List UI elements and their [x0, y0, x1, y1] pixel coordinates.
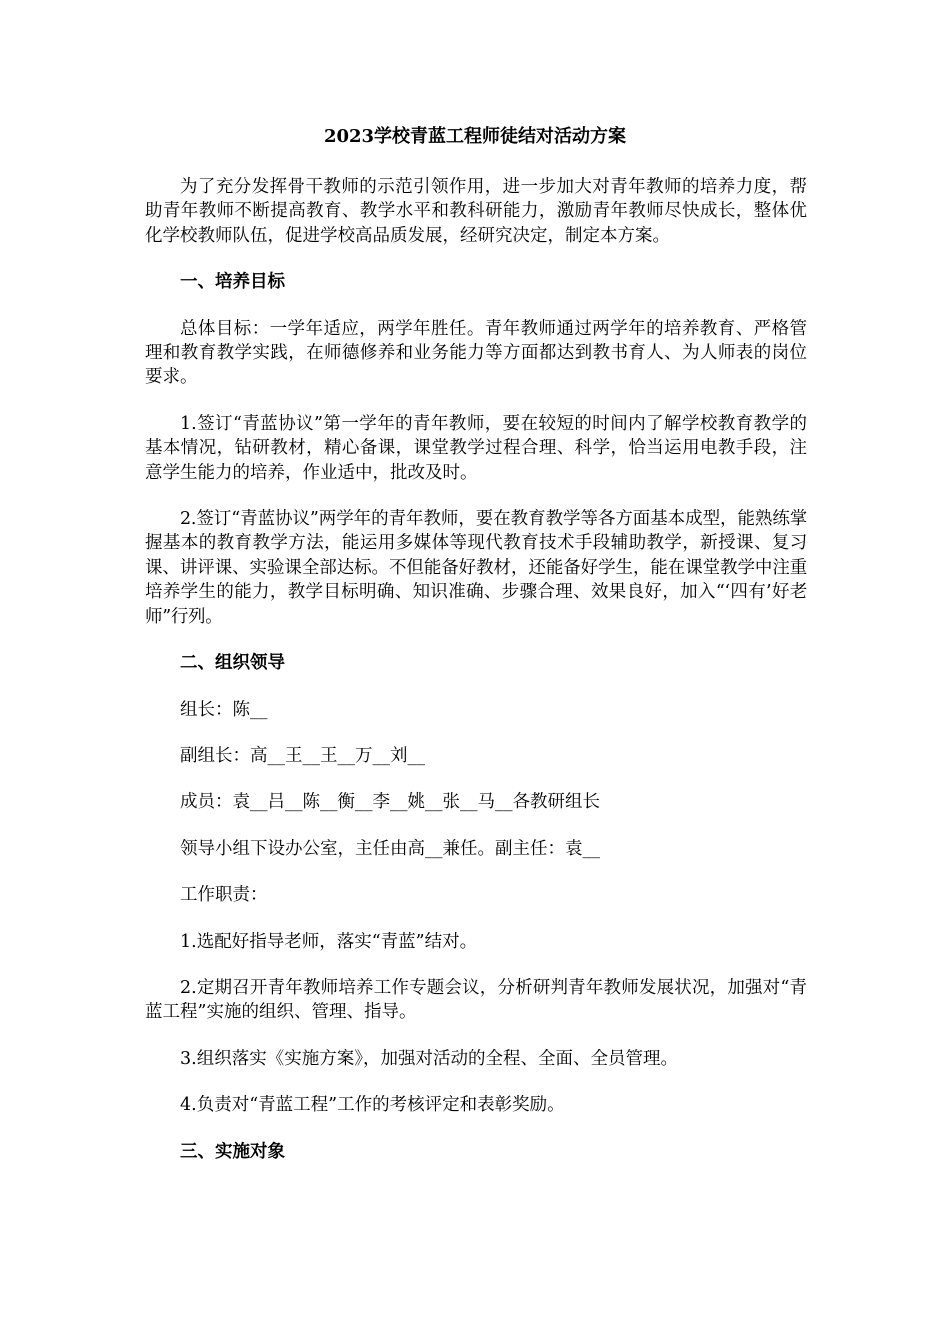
deputy-leader-line: 副组长：高__王__王__万__刘__ — [180, 745, 425, 766]
duty-item-3: 3.组织落实《实施方案》，加强对活动的全程、全面、全员管理。 — [180, 1048, 678, 1069]
office-line: 领导小组下设办公室，主任由高__兼任。副主任：袁__ — [180, 838, 600, 859]
leader-line: 组长：陈__ — [180, 699, 268, 720]
duties-label: 工作职责： — [180, 885, 268, 906]
duty-item-4: 4.负责对“青蓝工程”工作的考核评定和表彰奖励。 — [180, 1095, 565, 1116]
document-body — [145, 175, 807, 1186]
goal-item-1: 1.签订“青蓝协议”第一学年的青年教师，要在较短的时间内了解学校教育教学的基本情况，钻研教材，精心备课，课堂教学过程合理、科学，恰当运用电教手段，注意学生能力的培养，作业适中，批改及时。 — [145, 413, 807, 483]
section-heading-targets: 三、实施对象 — [180, 1141, 285, 1162]
overall-goal-paragraph: 总体目标：一学年适应，两学年胜任。青年教师通过两学年的培养教育、严格管理和教育教学实践，在师德修养和业务能力等方面都达到教书育人、为人师表的岗位要求。 — [145, 318, 807, 388]
members-line: 成员：袁__吕__陈__衡__李__姚__张__马__各教研组长 — [180, 792, 600, 813]
duty-item-1: 1.选配好指导老师，落实“青蓝”结对。 — [180, 931, 478, 952]
intro-paragraph: 为了充分发挥骨干教师的示范引领作用，进一步加大对青年教师的培养力度，帮助青年教师不断提高教育、教学水平和教科研能力，激励青年教师尽快成长，整体优化学校教师队伍，促进学校高品质发展，经研究决定，制定本方案。 — [145, 177, 807, 246]
section-heading-organization: 二、组织领导 — [180, 653, 285, 674]
section-heading-training-goals: 一、培养目标 — [180, 272, 285, 293]
document-title: 2023学校青蓝工程师徒结对活动方案 — [323, 126, 627, 147]
goal-item-2: 2.签订“青蓝协议”两学年的青年教师，要在教育教学等各方面基本成型，能熟练掌握基本的教育教学方法，能运用多媒体等现代教育技术手段辅助教学，新授课、复习课、讲评课、实验课全部达标。不但能备好教材，还能备好学生，能在课堂教学中注重培养学生的能力，教学目标明确、知识准确、步骤合理、效果良好，加入“‘四有’好老师”行列。 — [145, 509, 807, 627]
duty-item-2: 2.定期召开青年教师培养工作专题会议，分析研判青年教师发展状况，加强对“青蓝工程”实施的组织、管理、指导。 — [145, 977, 807, 1023]
